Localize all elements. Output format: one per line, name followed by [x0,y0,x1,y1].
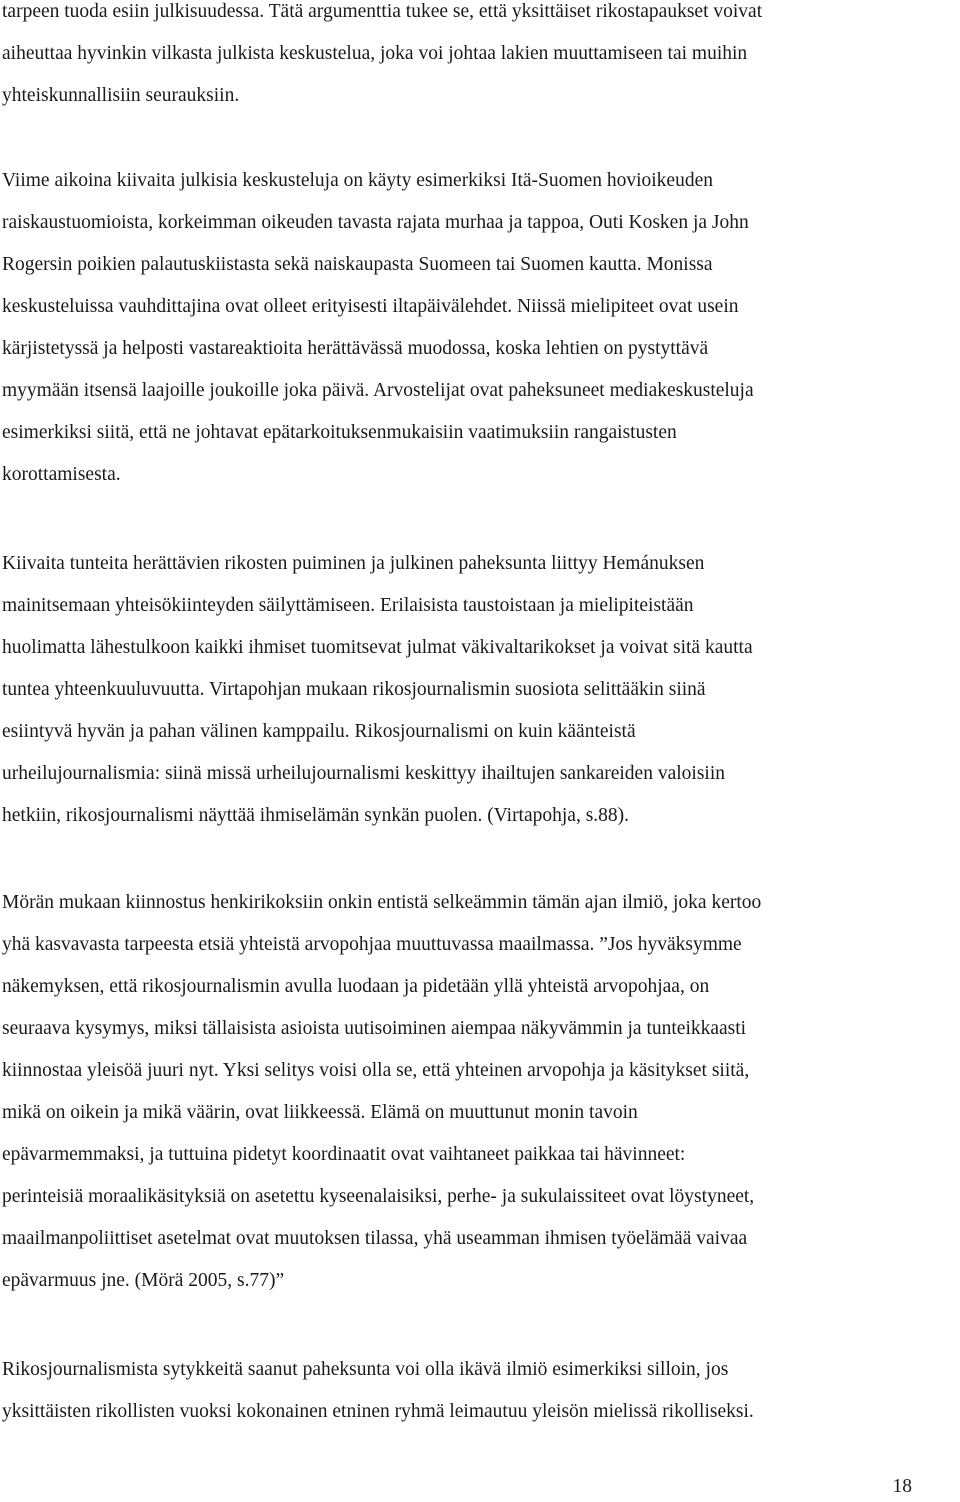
text-line: kiinnostaa yleisöä juuri nyt. Yksi selitys voisi olla se, että yhteinen arvopohja ja käsitykset siitä, [2,1060,750,1081]
text-line: mainitsemaan yhteisökiinteyden säilyttämiseen. Erilaisista taustoistaan ja mielipiteistään [2,595,694,616]
text-line: korottamisesta. [2,464,121,485]
text-line: huolimatta lähestulkoon kaikki ihmiset tuomitsevat julmat väkivaltarikokset ja voivat sitä kautta [2,637,753,658]
text-line: Kiivaita tunteita herättävien rikosten puiminen ja julkinen paheksunta liittyy Hemánuksen [2,553,705,574]
text-line: myymään itsensä laajoille joukoille joka päivä. Arvostelijat ovat paheksuneet mediakeskusteluja [2,380,754,401]
text-line: hetkiin, rikosjournalismi näyttää ihmiselämän synkän puolen. (Virtapohja, s.88). [2,805,630,826]
text-line: raiskaustuomioista, korkeimman oikeuden tavasta rajata murhaa ja tappoa, Outi Kosken ja John [2,212,749,233]
text-line: Viime aikoina kiivaita julkisia keskusteluja on käyty esimerkiksi Itä-Suomen hovioikeuden [2,170,713,191]
text-line: tarpeen tuoda esiin julkisuudessa. Tätä argumenttia tukee se, että yksittäiset rikostapaukset voivat [2,1,763,22]
text-line: esimerkiksi siitä, että ne johtavat epätarkoituksenmukaisiin vaatimuksiin rangaistusten [2,422,677,443]
text-line: maailmanpoliittiset asetelmat ovat muutoksen tilassa, yhä useamman ihmisen työelämää vaivaa [2,1228,748,1249]
text-line: epävarmemmaksi, ja tuttuina pidetyt koordinaatit ovat vaihtaneet paikkaa tai hävinneet: [2,1144,686,1165]
text-line: epävarmuus jne. (Mörä 2005, s.77)” [2,1270,285,1291]
text-line: Rogersin poikien palautuskiistasta sekä naiskaupasta Suomeen tai Suomen kautta. Monissa [2,254,713,275]
text-line: tuntea yhteenkuuluvuutta. Virtapohjan mukaan rikosjournalismin suosiota selittääkin siinä [2,679,706,700]
text-line: seuraava kysymys, miksi tällaisista asioista uutisoiminen aiempaa näkyvämmin ja tunteikkaasti [2,1018,747,1039]
text-line: mikä on oikein ja mikä väärin, ovat liikkeessä. Elämä on muuttunut monin tavoin [2,1102,638,1123]
text-line: kärjistetyssä ja helposti vastareaktioita herättävässä muodossa, koska lehtien on pystyttävä [2,338,709,359]
text-line: Rikosjournalismista sytykkeitä saanut paheksunta voi olla ikävä ilmiö esimerkiksi silloin, jos [2,1359,729,1380]
text-line: yhteiskunnallisiin seurauksiin. [2,85,240,106]
text-line: yksittäisten rikollisten vuoksi kokonainen etninen ryhmä leimautuu yleisön mielissä rikolliseksi. [2,1401,754,1422]
text-line: esiintyvä hyvän ja pahan välinen kamppailu. Rikosjournalismi on kuin käänteistä [2,721,636,742]
text-line: keskusteluissa vauhdittajina ovat olleet erityisesti iltapäivälehdet. Niissä mielipiteet ovat usein [2,296,739,317]
text-line: näkemyksen, että rikosjournalismin avulla luodaan ja pidetään yllä yhteistä arvopohjaa, on [2,976,710,997]
text-line: urheilujournalismia: siinä missä urheilujournalismi keskittyy ihailtujen sankareiden valoisiin [2,763,725,784]
page-number: 18 [892,1476,912,1497]
text-line: aiheuttaa hyvinkin vilkasta julkista keskustelua, joka voi johtaa lakien muuttamiseen tai muihin [2,43,748,64]
text-line: perinteisiä moraalikäsityksiä on asetettu kyseenalaisiksi, perhe- ja sukulaissiteet ovat löystyneet, [2,1186,755,1207]
text-line: Mörän mukaan kiinnostus henkirikoksiin onkin entistä selkeämmin tämän ajan ilmiö, joka kertoo [2,892,762,913]
text-line: yhä kasvavasta tarpeesta etsiä yhteistä arvopohjaa muuttuvassa maailmassa. ”Jos hyväksymme [2,934,742,955]
